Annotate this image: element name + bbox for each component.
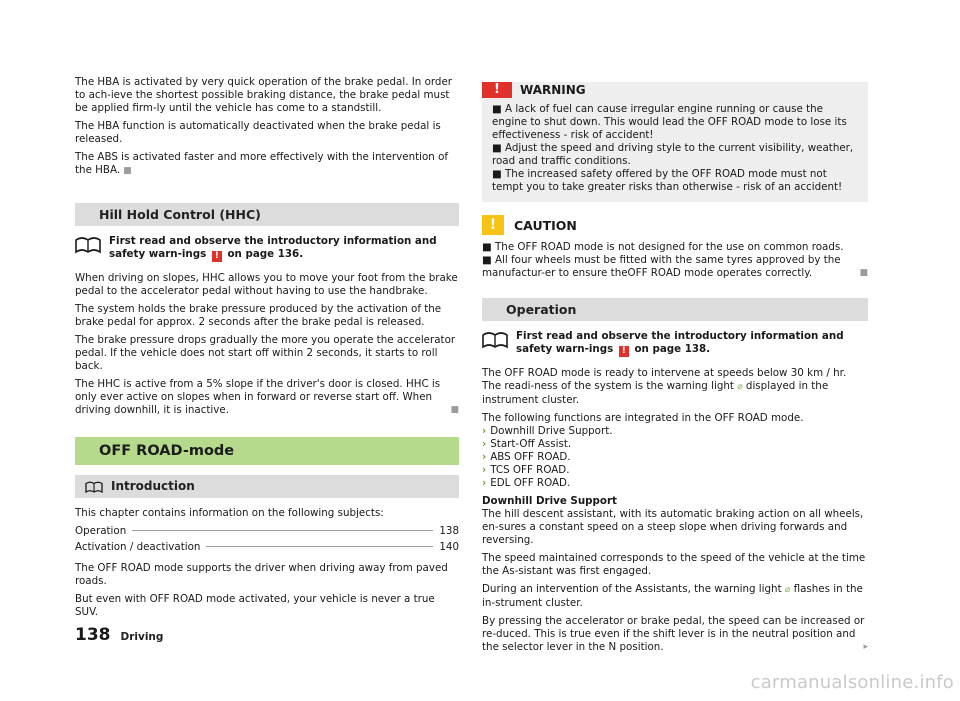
hba-paragraph-3-text: The ABS is activated faster and more effectively with the intervention of the HBA. (75, 151, 449, 176)
hhc-paragraph-4-text: The HHC is active from a 5% slope if the driver's door is closed. HHC is only ever active on slopes when in forward or reverse start off. When driving downhill, it is inactive. (75, 378, 441, 416)
warning-title-text: WARNING (520, 82, 586, 97)
right-column (482, 82, 868, 659)
offroad-warning-light-icon: ⌀ (784, 585, 791, 595)
toc-entry[interactable] (75, 525, 459, 538)
arrow-icon: › (482, 464, 487, 476)
hhc-heading: Hill Hold Control (HHC) (75, 203, 459, 226)
toc-entry[interactable] (75, 541, 459, 554)
warning-title (482, 82, 868, 98)
operation-note-page-link[interactable]: on page 138. (634, 343, 711, 355)
function-item (482, 438, 868, 451)
toc-entry-page: 138 (439, 525, 459, 537)
watermark: carmanualsonline.info (750, 672, 954, 693)
operation-paragraph-2: The hill descent assistant, with its automatic braking action on all wheels, en-sures a constant speed on a steep slope when driving forwards and reversing. (482, 508, 864, 546)
operation-note (482, 330, 868, 357)
operation-note-text: First read and observe the introductory information and safety warn-ings (516, 330, 844, 355)
footer-section-label: Driving (120, 631, 164, 643)
hhc-note-text: First read and observe the introductory information and safety warn-ings (109, 235, 437, 260)
operation-paragraph-1 (482, 367, 868, 407)
operation-paragraph-5 (482, 615, 868, 654)
function-item-text: EDL OFF ROAD. (490, 477, 571, 489)
toc-entry-page: 140 (439, 541, 459, 553)
hhc-paragraph-3: The brake pressure drops gradually the more you operate the accelerator pedal. If the vehicle does not start off within 2 seconds, it starts to roll back. (75, 334, 456, 372)
operation-paragraph-5-text: By pressing the accelerator or brake pedal, the speed can be increased or re-duced. This is true even if the shift lever is in the neutral position and the selector lever in the N position. (482, 615, 865, 653)
section-end-icon: ■ (450, 405, 459, 415)
caution-title (482, 215, 868, 235)
open-book-icon (482, 331, 508, 349)
continue-arrow-icon: ▸ (863, 642, 868, 652)
function-item (482, 425, 868, 438)
hhc-paragraph-2: The system holds the brake pressure produced by the activation of the brake pedal for approx. 2 seconds after the brake pedal is released. (75, 303, 442, 328)
offroad-paragraph-2: But even with OFF ROAD mode activated, your vehicle is never a true SUV. (75, 593, 435, 618)
warning-exclamation-icon: ! (482, 82, 512, 98)
intro-text: This chapter contains information on the following subjects: (75, 507, 384, 519)
function-item-text: ABS OFF ROAD. (490, 451, 571, 463)
hhc-note (75, 235, 459, 262)
hba-paragraph-1: The HBA is activated by very quick operation of the brake pedal. In order to ach-ieve the shortest possible braking distance, the brake pedal must be applied firm-ly until the vehicle has come to a standstill. (75, 76, 453, 114)
hhc-paragraph-1: When driving on slopes, HHC allows you to move your foot from the brake pedal to the accelerator pedal without having to use the handbrake. (75, 272, 458, 297)
section-end-icon: ■ (123, 166, 132, 176)
toc-leader (132, 530, 433, 531)
hba-paragraph-3 (75, 151, 459, 178)
open-book-icon (85, 481, 103, 493)
arrow-icon: › (482, 451, 487, 463)
offroad-chapter-heading: OFF ROAD-mode (75, 437, 459, 465)
operation-paragraph-4-text-b: flashes in the in-strument cluster. (482, 583, 863, 609)
hhc-note-page-link[interactable]: on page 136. (227, 248, 304, 260)
warning-icon: ! (212, 251, 222, 262)
downhill-subheading: Downhill Drive Support (482, 495, 617, 507)
caution-title-text: CAUTION (514, 217, 577, 233)
functions-intro: The following functions are integrated in the OFF ROAD mode. (482, 412, 804, 424)
caution-item: ■ The OFF ROAD mode is not designed for the use on common roads. (482, 241, 844, 253)
warning-box (482, 82, 868, 202)
hba-paragraph-2: The HBA function is automatically deactivated when the brake pedal is released. (75, 120, 441, 145)
function-item (482, 477, 868, 490)
offroad-paragraph-1: The OFF ROAD mode supports the driver when driving away from paved roads. (75, 562, 448, 587)
function-item-text: Start-Off Assist. (490, 438, 572, 450)
hhc-paragraph-4 (75, 378, 459, 417)
toc-entry-label: Operation (75, 525, 127, 537)
function-item (482, 464, 868, 477)
operation-paragraph-4 (482, 583, 868, 610)
function-item (482, 451, 868, 464)
offroad-warning-light-icon: ⌀ (737, 382, 743, 392)
operation-heading: Operation (482, 298, 868, 321)
left-column (75, 76, 459, 624)
operation-paragraph-3: The speed maintained corresponds to the speed of the vehicle at the time the As-sistant was first engaged. (482, 552, 866, 577)
toc-leader (206, 546, 433, 547)
arrow-icon: › (482, 477, 487, 489)
introduction-heading (75, 475, 459, 498)
function-item-text: Downhill Drive Support. (490, 425, 613, 437)
warning-item: ■ Adjust the speed and driving style to the current visibility, weather, road and traffic conditions. (492, 142, 854, 167)
warning-item: ■ A lack of fuel can cause irregular engine running or cause the engine to shut down. This would lead the OFF ROAD mode to lose its effectiveness - risk of accident! (492, 103, 847, 141)
arrow-icon: › (482, 425, 487, 437)
arrow-icon: › (482, 438, 487, 450)
caution-item-text: ■ All four wheels must be fitted with the same tyres approved by the manufactur-er to ensure theOFF ROAD mode operates correctly. (482, 254, 841, 279)
caution-item (482, 254, 868, 280)
operation-paragraph-1-text-b: displayed in the instrument cluster. (482, 380, 829, 406)
page-footer (75, 625, 164, 645)
caution-exclamation-icon: ! (482, 215, 504, 235)
operation-paragraph-1-text-a: The OFF ROAD mode is ready to intervene at speeds below 30 km / hr. The readi-ness of the system is the warning light (482, 367, 847, 392)
warning-item: ■ The increased safety offered by the OFF ROAD mode must not tempt you to take greater risks than otherwise - risk of an accident! (492, 168, 843, 193)
toc-entry-label: Activation / deactivation (75, 541, 201, 553)
warning-icon: ! (619, 346, 629, 357)
page-number: 138 (75, 625, 111, 645)
introduction-heading-text: Introduction (111, 479, 195, 493)
open-book-icon (75, 236, 101, 254)
section-end-icon: ■ (859, 268, 868, 278)
operation-paragraph-4-text-a: During an intervention of the Assistants, the warning light (482, 583, 782, 595)
function-item-text: TCS OFF ROAD. (490, 464, 570, 476)
